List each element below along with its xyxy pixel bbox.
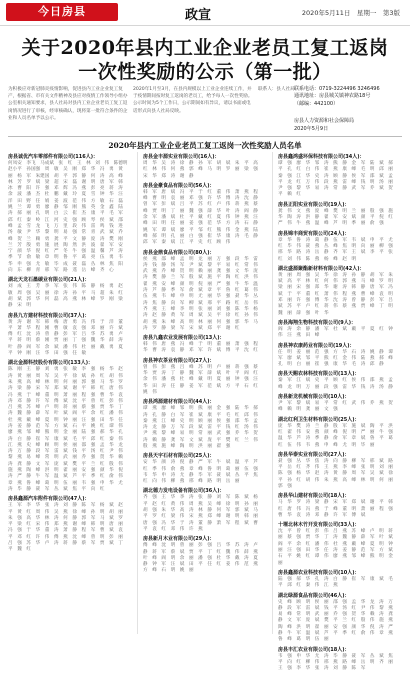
employee-names: 曾 伟 彭 燕 吕 峰 苏 明 卢 丽 蒋 强 蔡 华 贾 涛 丁 静 魏 军 薛 斌 叶 平 阎 红 余 伟 潘 燕 杜 峰 戴 明 夏 丽 钟 强 汪 华 田 涛 任 静 姜 军 范 斌 方 平 石 红 姚 伟	[143, 364, 263, 395]
employee-names: 侯 燕 邵 峰 孟 明 龙 丽 万 强 段 华 雷 涛 钱 静 汤 军 尹 斌 黎 平 易 红 常 伟 武 燕 乔 峰 贺 明 赖 丽 龚 强 文 华 庞 涛 樊 静 兰 军 殷 斌 施 平 陶 红 洪 伟 翟 燕 安 峰 颜 明 倪 丽 严 强 牛 华 温 涛 芦 静 季 军 俞 斌 章 平 鲁 红 葛 伟 伍 燕 韦 峰 申 明 尤 丽 毕 强 聂 华 丛 涛 焦 静 向 军 柳 斌 邢 平 路 红 岳 伟 齐 燕 王 峰 李 明 张 丽 刘 强 陈 华 杨 涛 赵 静 黄 军 周 斌 吴 平 徐 红 孙 伟 胡 燕 朱 峰 高 明 林 丽 何 强 郭 华 马 涛 罗 静 梁 军 宋 斌 郑 平 谢 红	[143, 256, 263, 331]
company-name: 湖北天龙石墨碳业有限公司(21人)：	[8, 277, 90, 284]
page-header	[0, 0, 410, 26]
column-divider	[272, 152, 273, 634]
employee-names: 谭 燕 廖 峰 邹 明 熊 丽 金 强 陆 华 郝 涛 孔 静 白 军 崔 斌 康 平 毛 红 邱 伟 秦 燕 江 峰 史 明 顾 丽 侯 强 邵 华 孟 涛 龙 静 万 军 段 斌 雷 平 钱 红 汤 伟 尹 燕 黎 峰 易 明 常 丽 武 强 乔 华 贺 涛 赖 静 龚 军 文 斌 庞 平 樊 红 兰 伟 殷 燕 施 峰 陶 明 洪 丽 翟 强	[143, 406, 263, 449]
employee-names: 陈 刚 王 静 刘 勇 张 敏 李 强 杨 华 赵 涛 黄 丽 周 军 吴 平 徐 斌 孙 红 胡 伟 朱 燕 高 峰 林 明 何 丽 郭 强 马 华 罗 涛 梁 静 宋 军 郑 斌 谢 平 韩 红 唐 伟 冯 燕 于 峰 董 明 萧 丽 程 强 曹 华 袁 涛 邓 静 许 军 傅 斌 沈 平 曾 红 彭 伟 吕 燕 苏 峰 卢 明 蒋 丽 蔡 强 贾 华 丁 涛 魏 静 薛 军 叶 斌 阎 平 余 红 潘 伟 杜 燕 戴 峰 夏 明 钟 丽 汪 强 田 华 任 涛 姜 静 范 军 方 斌 石 平 姚 红 谭 伟 廖 燕 邹 峰 熊 明 金 丽 陆 强 郝 华 孔 涛 白 静 崔 军 康 斌 毛 平 邱 红 秦 伟 江 燕 史 峰 顾 明 侯 丽 邵 强 孟 华 龙 涛 万 静 段 军 雷 斌 钱 平 汤 红 尹 伟 黎 燕 易 峰 常 明 武 丽 乔 强 贺 华 赖 涛 龚 静 文 军 庞 斌 樊 平 兰 红 殷 伟 施 燕 陶 峰 洪 明 翟 丽 安 强 颜 华 倪 涛 严 静 牛 军 温 斌 芦 平 季 红 俞 伟 章 燕 鲁 峰 葛 明 伍 丽 韦 强 申 华 尤 涛 毕 静 聂 军 丛 斌 焦 平 向 红	[8, 367, 128, 492]
company-name: 湖北盛源聚酯新材料有限公司(42人)：	[278, 265, 365, 272]
company-name: 房县鑫源汽车附件有限公司(47人)：	[8, 496, 90, 503]
section-name: 政宣	[185, 8, 212, 23]
company-name: 房县神农康药业有限公司(19人)：	[278, 342, 355, 349]
intro-paragraph-1: 为积极应对新冠肺炎疫情影响，促进县内工业企业复工复产，根据省、市有关文件精神及县应对疫情工作领导小组办公室相关通知要求，县人社局对县内工业企业老员工复工返岗情况进行了审核，经审核确认，现将第一批符合条件的企业和人员名单予以公示。	[8, 87, 128, 121]
contact-phone: 联系电话：0719-3224496 3246496	[294, 86, 380, 92]
company-name: 房县鑫源农业科技有限公司(10人)：	[278, 569, 360, 576]
company-name: 房县新龙机械有限公司(10人)：	[278, 394, 350, 401]
employee-names: 韩 伟 唐 燕 冯 峰 于 明 董 丽 萧 强 程 华 曹 涛 袁 静 邓 军 许 斌 傅 平 沈 红	[143, 342, 263, 354]
company-name: 房县新月木业有限公司(29人)：	[143, 536, 215, 543]
company-name: 房县诚优汽车零部件有限公司(116人)：	[8, 154, 99, 160]
company-name: 房县海翔生物科技有限公司(9人)：	[278, 319, 357, 326]
employee-names: 阎 涛 余 静 潘 军 杜 斌 戴 平 夏 红 钟 伟 汪 燕 田 峰	[278, 326, 398, 339]
company-name: 房县天赐农林科技有限公司(13人)：	[278, 371, 360, 378]
company-name: 房县天宇石材有限公司(25人)：	[143, 453, 215, 460]
contact-notice	[294, 86, 406, 133]
list-column-1	[8, 152, 132, 634]
company-name: 房县鑫鸿盛环保科技有限公司(34人)：	[278, 154, 365, 160]
company-name: 房县九鑫农业发展有限公司(13人)：	[143, 335, 225, 342]
notice-date: 2020年5月9日	[294, 125, 329, 132]
employee-names: 谭 强 廖 华 邹 涛 熊 静 金 军 陆 斌 郝 平 孔 红 白 伟 崔 燕 康 峰 毛 明 邱 丽 秦 强 江 华 史 涛 顾 静 侯 军 邵 斌 孟 平 龙 红 万 伟 段 燕 雷 峰 钱 明 汤 丽 尹 强 黎 华 易 涛 常 静 武 军 乔 斌 贺 平 赖 红	[278, 161, 398, 198]
recipient-list	[8, 152, 402, 672]
headline-line-2: 一次性奖励的公示（第一批）	[78, 61, 332, 83]
contact-address: 通讯地址：房县城关镇神农路18号	[294, 93, 371, 100]
company-name: 房县金鼎食品有限公司(80人)：	[143, 249, 215, 256]
issue-date: 2020年5月11日 星期一 第3版	[301, 9, 400, 17]
employee-names: 黄 丽 周 强 吴 华 徐 涛 孙 静 胡 军 朱 斌 高 平 林 红 何 伟 郭 燕 马 峰 罗 明 梁 丽 宋 强 郑 华 谢 涛 韩 静 唐 军 冯 斌 于 平 董 红 萧 伟 程 燕 曹 峰 袁 明 邓 丽 许 强 傅 华 沈 涛 曾 静 彭 军 吕 斌 苏 平 卢 红 蒋 伟 蔡 燕 贾 峰 丁 明 魏 丽 薛 强 叶 华	[278, 272, 398, 316]
list-column-2	[143, 152, 267, 634]
headline-line-1: 关于2020年县内工业企业老员工复工返岗	[21, 37, 389, 59]
company-name: 房县华泰实业有限公司(27人)：	[278, 451, 350, 458]
employee-names: 马 华 罗 涛 梁 静 宋 军 郑 斌 谢 平 韩 红 唐 伟 冯 燕 于 峰 董 明 萧 丽 程 强 曹 华 袁 涛 邓 静 许 军 傅 斌	[278, 500, 398, 518]
employee-names: 史 峰 顾 明 侯 丽 邵 强 孟 华 龙 涛 万 静 段 军 雷 斌 钱 平 汤 红 尹 伟 黎 燕 易 峰 常 明 武 丽 乔 强 贺 华 赖 涛 龚 静 文 军 庞 斌 樊 平 兰 红 殷 伟 施 燕 陶 峰 洪 明 翟 丽 安 强 颜 华 倪 涛 严 静 牛 军 温 斌 芦 平 季 红 俞 伟 章 燕 鲁 峰 葛 明 伍 丽	[278, 599, 398, 643]
employee-names: 龚 伟 文 燕 庞 峰 樊 明 兰 丽 殷 强 施 华 陶 涛 洪 静 翟 军 安 斌 颜 平 倪 红 严 伟 牛 燕 温 峰 芦 明 季 丽 俞 强	[278, 208, 398, 227]
employee-names: 任 明 姜 丽 范 强 方 华 石 涛 姚 静 谭 军 廖 斌 邹 平 熊 红 金 伟 陆 燕 郝 峰 孔 明 白 丽 崔 强 康 华 毛 涛 邱 静	[278, 349, 398, 368]
company-name: 房县锦丰商贸有限公司(24人)：	[278, 230, 350, 237]
employee-names: 齐 强 王 华 李 涛 张 静 刘 军 陈 斌 杨 平 赵 红 黄 伟 周 燕 吴 峰 徐 明 孙 丽 胡 强 朱 华 高 涛 林 静 何 军 郭 斌 马 平 罗 红 梁 伟 宋 燕 郑 峰 谢 明 韩 丽 唐 强 冯 华 于 涛 董 静 萧 军 程 斌 曹 平 袁 红 邓 伟 许 燕	[143, 495, 263, 532]
employee-names: 傅 峰 沈 明 曾 丽 彭 强 吕 华 苏 涛 卢 静 蒋 军 蔡 斌 贾 平 丁 红 魏 伟 薛 燕 叶 峰 阎 明 余 丽 潘 强 杜 华 戴 涛 夏 静 钟 军 汪 斌 田 平 任 红 姜 伟 范 燕 方 峰 石 明 姚 丽	[143, 543, 263, 574]
company-name: 房县神农茶业有限公司(27人)：	[143, 357, 215, 364]
company-name: 房县金豪食品有限公司(56人)：	[143, 182, 215, 189]
employee-names: 刘 成 王 芳 李 军 张 伟 陈 静 杨 勇 赵 敏 周 强 吴 丽 徐 涛 孙 平 马 超 朱 红 胡 斌 郭 华 何 磊 高 燕 林 峰 罗 刚 梁 静 宋 明	[8, 284, 128, 309]
employee-names: 聂 强 丛 华 焦 涛 向 静 柳 军 邢 斌 路 平 岳 红 齐 伟 王 燕 李 峰 张 明 刘 丽 陈 强 杨 华 赵 涛 黄 静 周 军 吴 斌 徐 平 孙 红 胡 伟 朱 燕 高 峰 林 明 何 丽 郭 强	[278, 458, 398, 489]
employee-names: 尹 军 黎 斌 易 平 常 红 武 伟 乔 燕 贺 峰 赖 明 龚 丽 文 强	[278, 401, 398, 413]
company-name: 十堰北林木竹开发有限公司(33人)：	[278, 522, 360, 529]
divider	[8, 136, 402, 137]
company-name: 湖北红利卫生材料有限公司(25人)：	[278, 416, 360, 423]
company-name: 房县金丰源实业有限公司(16人)：	[143, 154, 220, 160]
company-name: 房县丰汇农业有限公司(18人)：	[278, 646, 350, 653]
contact-postcode: （邮编：442100）	[294, 100, 339, 107]
company-name: 房县九方建材科技有限公司(37人)：	[8, 312, 90, 319]
newspaper-logo: 今日房县	[6, 3, 118, 21]
employee-names: 韦 强 申 华 尤 涛 毕 静 聂 军 丛 斌 焦 平 向 红 柳 伟 邢 燕 路 峰 岳 明 齐 丽 王 强 李 华 张 涛 刘 静 陈 军	[278, 653, 398, 672]
employee-names: 陆 强 郝 华 孔 涛 白 静 崔 军 康 斌 毛 平 邱 红 秦 伟 江 燕	[278, 576, 398, 589]
intro-paragraph-2: 2020年1月至3月，在县内规模以上工业企业连续工作，并于疫情期间按时复工返岗的老员工，给予每人一次性奖励。公示时间为5个工作日，公示期间如有异议，请以书面或电话形式向县人社局反映。	[133, 87, 253, 114]
employee-names: 周 华 吴 涛 徐 静 孙 军 胡 斌 朱 平 高 红 林 伟 何 燕 郭 峰 马 明 罗 丽 梁 强 宋 华 郑 涛 谢 静	[143, 161, 263, 179]
employee-names: 章 华 鲁 涛 葛 静 伍 军 韦 斌 申 平 尤 红 毕 伟 聂 燕 丛 峰 焦 明 向 丽 柳 强 邢 华 路 涛 岳 静 齐 军 王 斌 李 平 张 红 刘 伟 陈 燕 杨 峰 赵 明	[278, 237, 398, 262]
intro-paragraph-3: 联系人：县人社局	[258, 87, 295, 92]
company-name: 湖北德力发电设备有限公司(36人)：	[143, 488, 225, 495]
headline	[0, 36, 410, 84]
issuing-organization: 房县人力资源和社会保障局	[294, 118, 355, 125]
column-divider	[137, 152, 138, 634]
employee-names: 王 军 李 华 张 涛 刘 静 陈 军 杨 斌 赵 平 黄 红 周 伟 吴 燕 徐 峰 孙 明 胡 丽 朱 强 高 华 林 涛 何 静 郭 军 马 斌 罗 平 梁 红 宋 伟 郑 燕 谢 峰 韩 明 唐 丽 冯 强 于 华 董 涛 萧 静 程 军 曹 斌 袁 平 邓 红 许 伟 傅 燕 沈 峰 曾 明 彭 丽 吕 强 苏 华 卢 涛 蒋 静 蔡 军 贾 斌 丁 平 魏 红	[8, 503, 128, 553]
company-name: 房县正阳实业有限公司(19人)：	[278, 201, 350, 208]
employee-names: 何凤安 李飞 马成斌 张 红 王 林 刘 伟 陈德明 赵小平 孙国强 周 敏 吴 刚 郑 华 冯 勇 黄 丽 杨 军 朱建国 胡 平 郭 静 何 涛 高 峰 林 芳 罗 斌 梁 超 宋 磊 谢 明 唐 军 韩 冰 曹 阳 许 强 邓 辉 冯 燕 彭 亮 蒋 涛 余 波 潘 杰 杜 鹏 戴 玲 夏 雪 钟 华 汪 洋 田 野 任 娟 姜 波 范 伟 方 敏 石 磊 姚 兰 谭 勇 廖 静 邹 刚 熊 英 金 鑫 陆 涛 郝 丽 孔 明 白 云 崔 杰 康 平 毛 军 邱 红 秦 岭 江 河 史 强 顾 琴 侯 斌 邵 峰 孟 雪 龙 飞 万 里 段 伟 雷 鸣 钱 进 汤 敏 尹 华 黎 明 易 强 常 青 武 斌 乔 峰 贺 兰 赖 勇 龚 平 文 静 庞 涛 樊 刚 兰 芳 殷 勇 施 展 陶 然 洪 波 翟 军 安 宁 颜 华 倪 红 严 冬 牛 强 温 馨 芦 涛 季 节 俞 敏 章 明 鲁 平 葛 亮 伍 勇 韦 华 申 强 尤 敏 毕 成 聂 磊 丛 林 焦 阳 向 东 柳 青 邢 军 路 遥 岳 峰 齐 心	[8, 161, 133, 274]
employee-names: 秦 军 江 斌 史 平 顾 红 侯 伟 邵 燕 孟 峰 龙 明 万 丽 段 强 雷 华 钱 涛 汤 静	[278, 378, 398, 390]
list-title: 2020年县内工业企业老员工复工返岗一次性奖励人员名单	[108, 141, 302, 150]
company-name: 湖北绿源食品有限公司(46人)：	[278, 592, 350, 599]
employee-names: 沈 平 曾 红 彭 伟 吕 燕 苏 峰 卢 明 蒋 丽 蔡 强 贾 华 丁 涛 魏 静 薛 军 叶 斌 阎 平 余 红 潘 伟 杜 燕 戴 峰 夏 明 钟 丽 汪 强 田 华 任 涛 姜 静 范 军 方 斌 石 平 姚 红 谭 伟 廖 燕 邹 峰 熊 明 金 丽	[278, 529, 398, 566]
employee-names: 韩 军 唐 斌 冯 平 于 红 董 伟 萧 燕 程 峰 曹 明 袁 丽 邓 强 许 华 傅 涛 沈 静 曾 军 彭 斌 吕 平 苏 红 卢 伟 蒋 燕 蔡 峰 贾 明 丁 丽 魏 强 薛 华 叶 涛 阎 静 余 军 潘 斌 杜 平 戴 红 夏 伟 钟 燕 汪 峰 田 明 任 丽 姜 强 范 华 方 涛 石 静 姚 军 谭 斌 廖 平 邹 红 熊 伟 金 燕 陆 峰 郝 明 孔 丽 白 强 崔 华 康 涛 毛 静 邱 军 秦 斌 江 平 史 红 顾 伟	[143, 189, 263, 246]
company-name: 湖北金源科技股份有限公司(133人)：	[8, 360, 94, 367]
company-name: 房县华山建材有限公司(18人)：	[278, 493, 350, 500]
employee-names: 庞 华 樊 涛 兰 静 殷 军 施 斌 陶 平 洪 红 翟 伟 安 燕 颜 峰 倪 明 严 丽 牛 强 温 华 芦 涛 季 静 俞 军 章 斌 鲁 平 葛 红 伍 伟 韦 燕 申 峰 尤 明 毕 丽	[278, 423, 398, 448]
employee-names: 安 华 颜 涛 倪 静 严 军 牛 斌 温 平 芦 红 季 伟 俞 燕 章 峰 鲁 明 葛 丽 伍 强 韦 华 申 涛 尤 静 毕 军 聂 斌 丛 平 焦 红 向 伟 柳 燕 邢 峰 路 明 岳 丽	[143, 460, 263, 485]
list-column-3	[278, 152, 402, 672]
employee-names: 黄 涛 谢 军 韩 梅 唐 勇 冯 伟 于 洋 董 平 萧 华 程 刚 曹 敏 袁 强 邓 丽 许 斌 傅 红 沈 涛 曾 静 彭 军 吕 华 苏 勇 卢 平 蒋 明 蔡 刚 贾 丽 丁 强 魏 华 薛 涛 叶 静 阎 军 余 斌 潘 伟 杜 丽 戴 勇 夏 平 钟 刚 汪 华 田 强 任 敏	[8, 319, 128, 357]
company-name: 房县鸿源建材有限公司(44人)：	[143, 399, 215, 406]
